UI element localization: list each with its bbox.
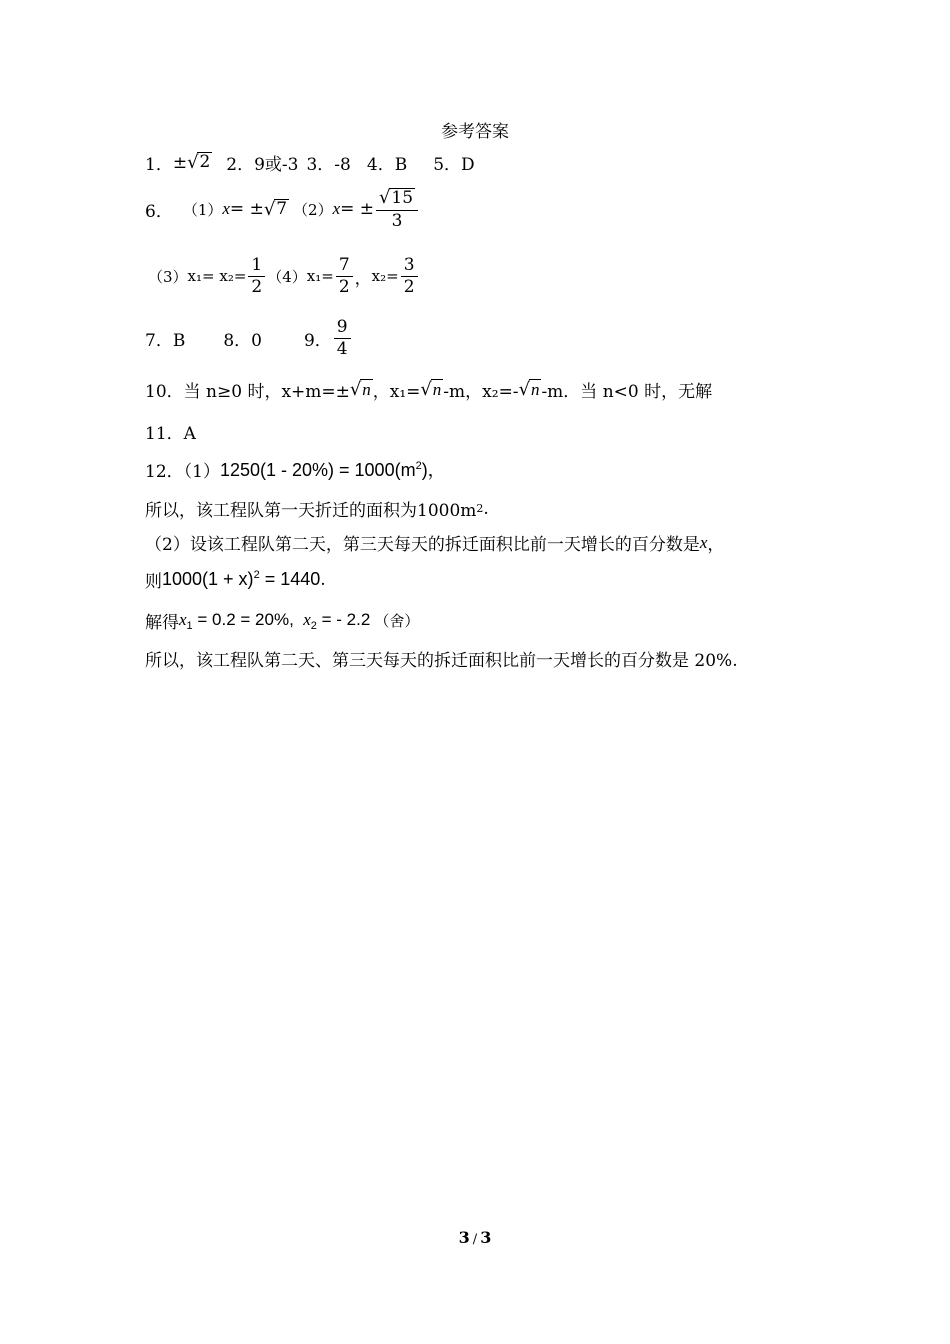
total-pages: 3 bbox=[480, 1228, 492, 1247]
answer-10-part-1: 10．当 n≥0 时，x+m=± bbox=[145, 382, 350, 402]
period: . bbox=[483, 498, 489, 519]
answer-2: 2．9或-3 bbox=[226, 155, 299, 175]
answer-line-6 bbox=[145, 188, 420, 230]
part-2-setup: （2）设该工程队第二天，第三天每天的拆迁面积比前一天增长的百分数是 bbox=[145, 535, 700, 555]
part-1-label: （1） bbox=[182, 200, 223, 219]
page-number bbox=[0, 1228, 950, 1247]
answer-5: 5．D bbox=[433, 155, 475, 175]
answer-10-part-4: -m．当 n<0 时，无解 bbox=[541, 382, 713, 402]
part-3-label: （3） bbox=[148, 267, 188, 286]
fraction-3-over-2: $\frac{3}{2}$ bbox=[401, 256, 418, 296]
answer-4: 4．B bbox=[366, 155, 408, 175]
plus-minus: ± bbox=[172, 152, 188, 173]
answer-8: 8．0 bbox=[223, 330, 262, 351]
conclusion-day-one: 所以，该工程队第一天折迁的面积为1000m bbox=[145, 501, 477, 521]
equals-pm: = ± bbox=[229, 199, 264, 220]
part-2-label: （2） bbox=[293, 200, 333, 219]
answer-3: 3．-8 bbox=[306, 155, 351, 175]
superscript-2: 2 bbox=[476, 502, 484, 515]
solve-label: 解得 bbox=[145, 613, 179, 633]
answer-line-10 bbox=[145, 377, 712, 402]
answer-line-7-9 bbox=[145, 318, 353, 358]
var-x: x bbox=[699, 532, 708, 552]
part-4-x1: x₁= bbox=[306, 267, 334, 286]
answer-line-17: 所以，该工程队第二天、第三天每天的拆迁面积比前一天增长的百分数是 20%. bbox=[145, 651, 738, 671]
sqrt-n: √ n bbox=[420, 379, 442, 400]
answer-9-label: 9． bbox=[303, 330, 332, 351]
fraction-9-over-4: $\frac{9}{4}$ bbox=[334, 318, 351, 358]
current-page: 3 bbox=[458, 1228, 470, 1247]
answer-7: 7．B bbox=[145, 330, 186, 351]
part-4-label: （4） bbox=[267, 267, 307, 286]
fraction-7-over-2: $\frac{7}{2}$ bbox=[336, 256, 353, 296]
comma: ， bbox=[707, 535, 725, 555]
sqrt-n: √ n bbox=[349, 379, 371, 400]
equals-pm: = ± bbox=[340, 199, 375, 220]
answer-line-6b bbox=[148, 256, 420, 296]
solution-values: $x_1 = 0.2 = 20\%$, $x_2$ = - 2.2 bbox=[179, 609, 371, 632]
var-x: x bbox=[332, 199, 341, 219]
formula-area-day-one: $1250(1 - 20\%) = 1000(m^2)$， bbox=[219, 460, 446, 480]
sqrt-2: √ 2 bbox=[187, 152, 211, 173]
answer-10-part-2: ，x₁= bbox=[372, 382, 421, 402]
answer-line-11: 11．A bbox=[145, 424, 196, 444]
var-x: x bbox=[222, 199, 230, 219]
part-3-text: x₁= x₂= bbox=[187, 267, 247, 286]
answer-12-label: 12．（1） bbox=[145, 461, 220, 482]
page-title: 参考答案 bbox=[441, 122, 509, 142]
period: . bbox=[320, 569, 326, 590]
answer-1-label: 1． bbox=[145, 155, 173, 175]
sqrt-7: √ 7 bbox=[263, 198, 288, 220]
sqrt-n: √ n bbox=[518, 379, 540, 400]
answer-line-13 bbox=[145, 496, 489, 521]
equation-growth: $1000(1 + x)^2 = 1440$ bbox=[162, 569, 321, 589]
page-separator: / bbox=[472, 1232, 478, 1247]
answer-line-1-5 bbox=[145, 150, 475, 175]
fraction-1-over-2: $\frac{1}{2}$ bbox=[248, 256, 265, 296]
part-4-sep: ， bbox=[354, 268, 372, 289]
answer-line-15 bbox=[145, 567, 326, 592]
discard-note: （舍） bbox=[374, 612, 420, 630]
fraction-sqrt15-over-3: √ 15 3 bbox=[376, 188, 418, 230]
then-label: 则 bbox=[145, 572, 162, 592]
answer-line-12 bbox=[145, 456, 446, 482]
part-4-x2: x₂= bbox=[371, 267, 399, 286]
answer-line-16 bbox=[145, 608, 419, 633]
answer-10-part-3: -m，x₂=- bbox=[443, 382, 519, 402]
answer-6-label: 6． bbox=[145, 201, 173, 222]
answer-line-14 bbox=[145, 530, 724, 555]
